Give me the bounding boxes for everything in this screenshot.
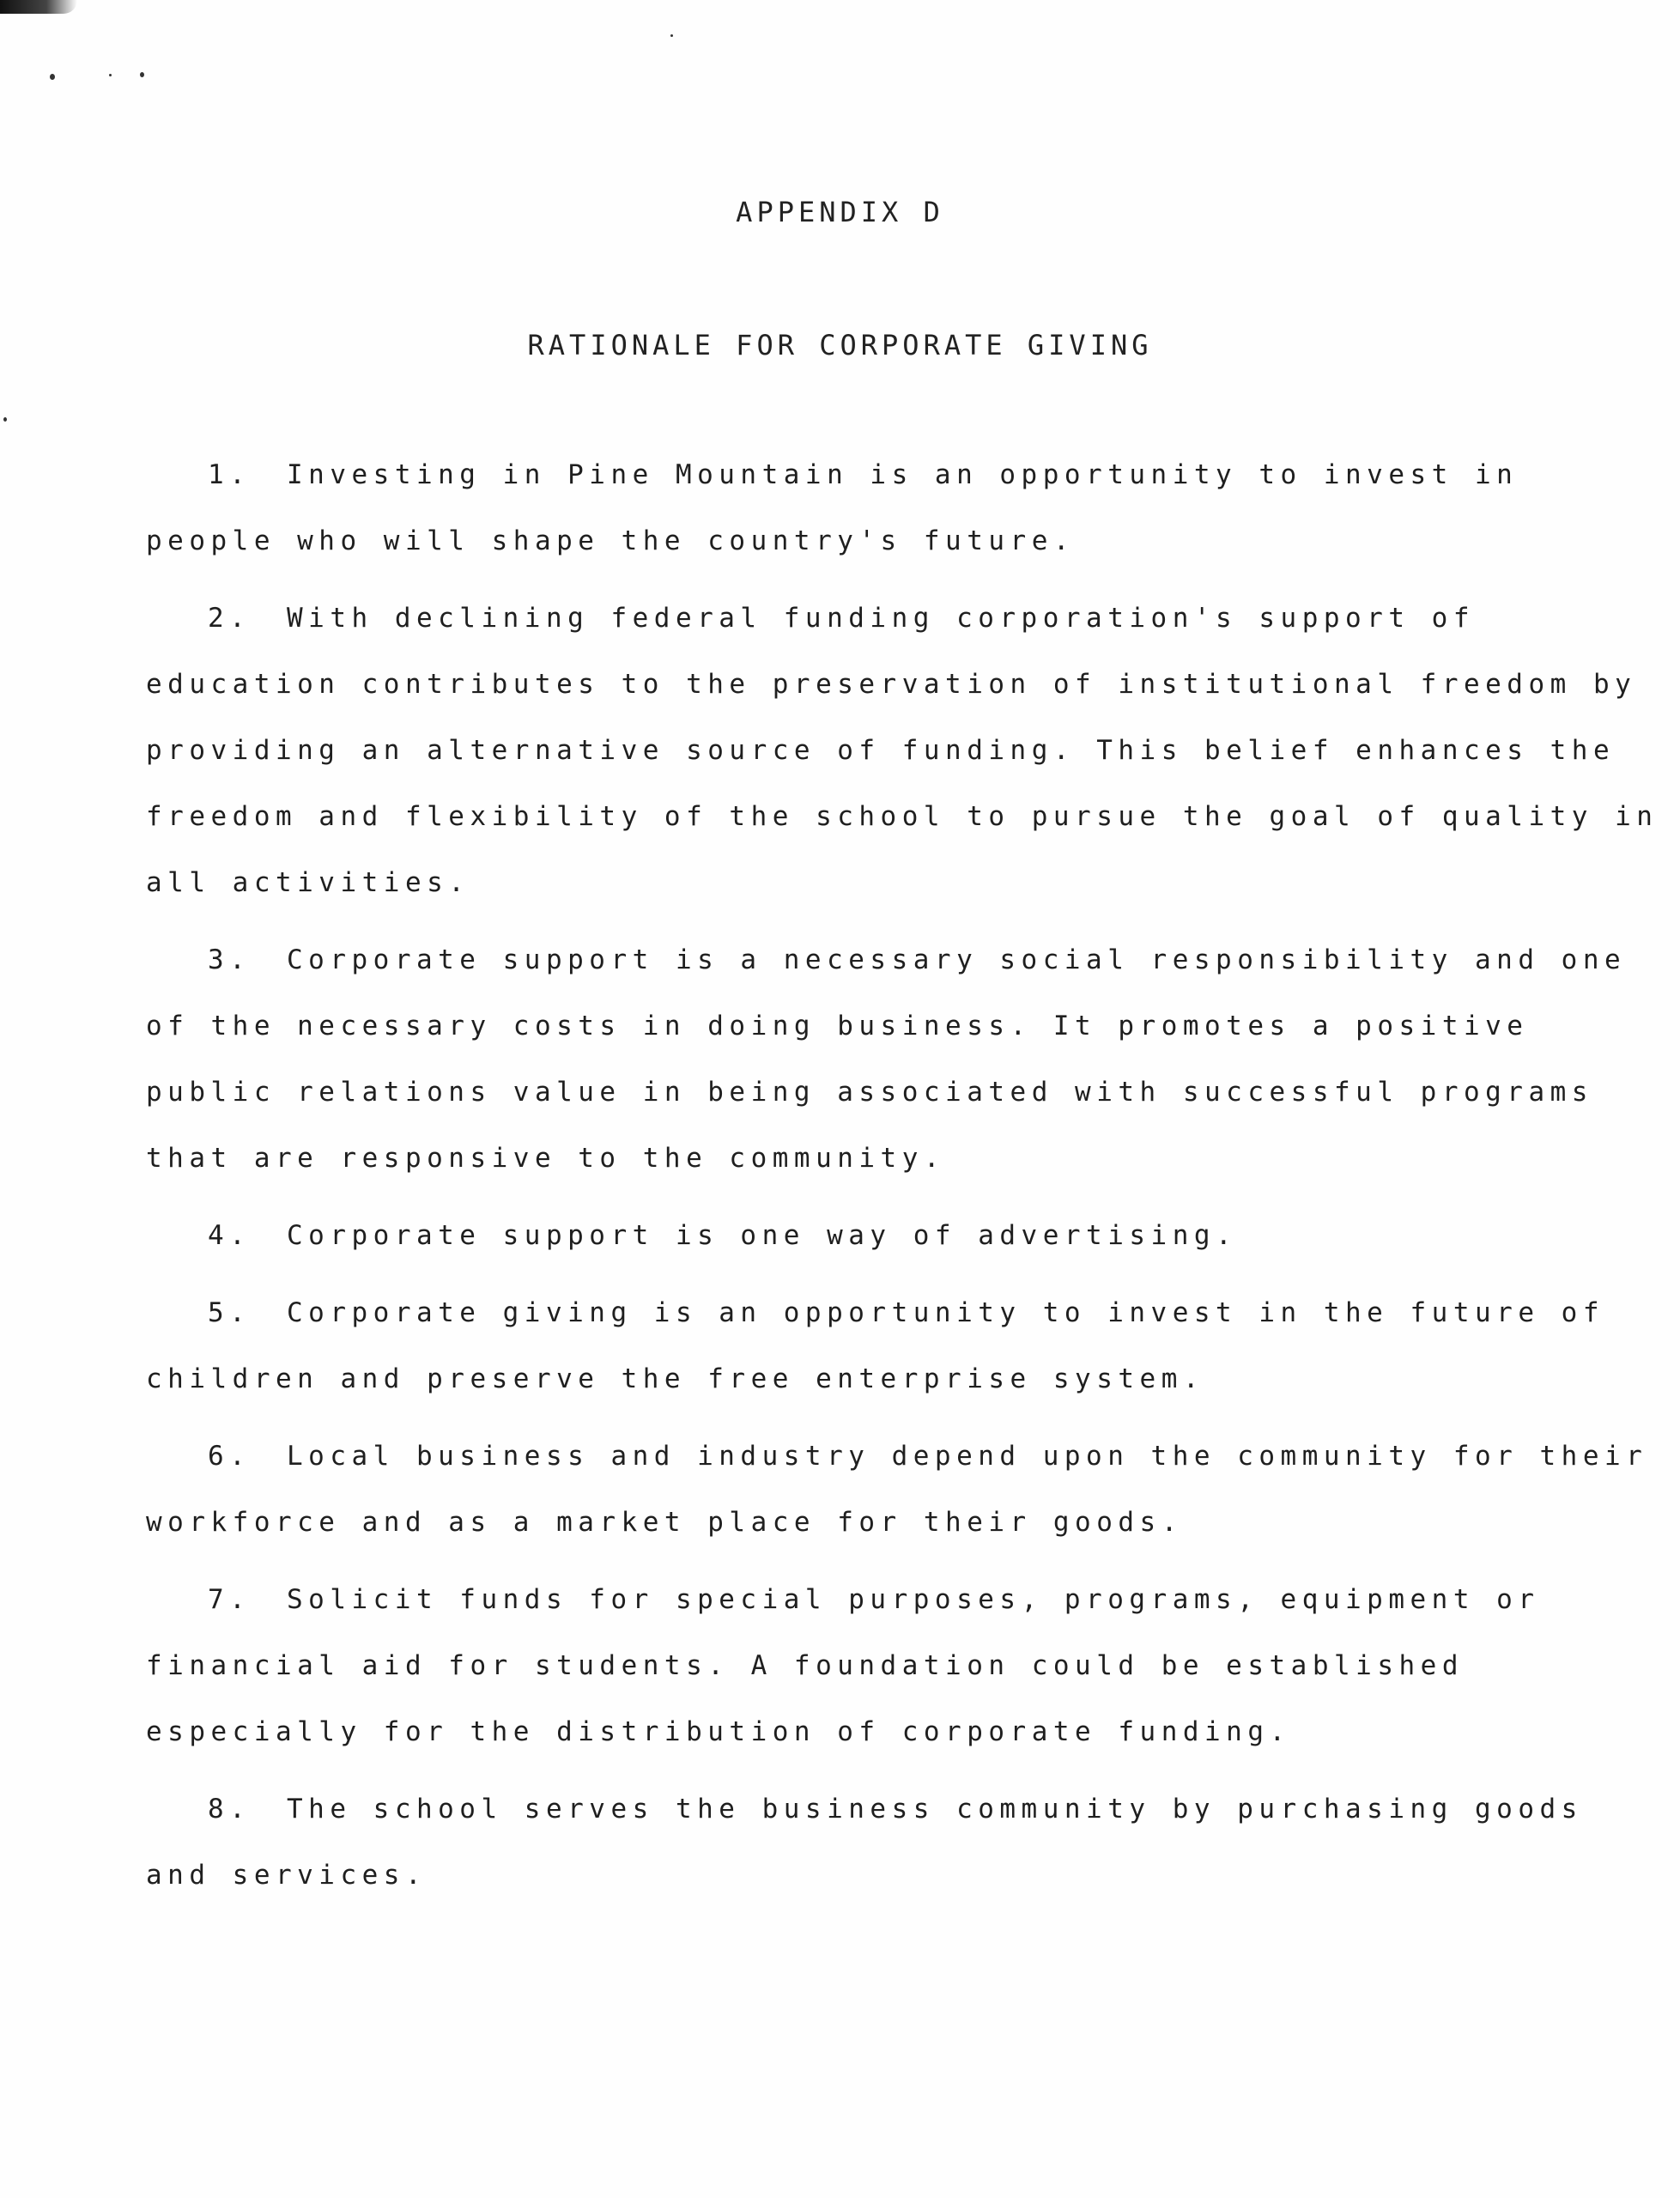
numbered-list: [146, 453, 1659, 1931]
item-number: 2.: [208, 603, 252, 634]
scan-speck: [3, 417, 7, 422]
list-item: [146, 1291, 1604, 1424]
item-line: that are responsive to the community.: [146, 1143, 946, 1174]
item-line: public relations value in being associated with successful programs: [146, 1077, 1593, 1108]
list-item: [146, 1788, 1583, 1920]
item-line: freedom and flexibility of the school to pursue the goal of quality in: [146, 801, 1659, 832]
list-item: [146, 1214, 1537, 1280]
scan-smudge: [0, 0, 77, 14]
item-line: Corporate giving is an opportunity to invest in the future of: [287, 1297, 1604, 1328]
item-line: and services.: [146, 1860, 428, 1891]
list-item: [146, 1578, 1540, 1776]
item-number: 4.: [208, 1220, 252, 1251]
item-line: The school serves the business community by purchasing goods: [287, 1794, 1583, 1825]
scan-speck: [670, 34, 673, 37]
appendix-title: APPENDIX D: [736, 196, 944, 228]
item-line: of the necessary costs in doing business. It promotes a positive: [146, 1011, 1529, 1041]
item-line: Investing in Pine Mountain is an opportunity to invest in: [287, 459, 1519, 490]
item-line: With declining federal funding corporation's support of: [287, 603, 1475, 634]
item-number: 8.: [208, 1794, 252, 1825]
item-line: children and preserve the free enterprise system.: [146, 1363, 1205, 1394]
item-number: 3.: [208, 944, 252, 975]
item-number: 7.: [208, 1584, 252, 1615]
scan-speck: [109, 74, 112, 76]
list-item: [146, 597, 1659, 927]
list-item: [146, 453, 1537, 586]
item-line: workforce and as a market place for their goods.: [146, 1507, 1183, 1538]
item-number: 1.: [208, 459, 252, 490]
item-number: 5.: [208, 1297, 252, 1328]
item-line: providing an alternative source of funding. This belief enhances the: [146, 735, 1616, 766]
item-line: Local business and industry depend upon the community for their: [287, 1441, 1648, 1472]
item-line: people who will shape the country's future.: [146, 525, 1076, 556]
item-number: 6.: [208, 1441, 252, 1472]
scan-speck: [140, 72, 144, 77]
list-item: [146, 938, 1627, 1203]
scan-speck: [50, 74, 55, 80]
item-line: financial aid for students. A foundation could be established: [146, 1650, 1464, 1681]
item-line: Corporate support is one way of advertising.: [287, 1220, 1238, 1251]
section-title: RATIONALE FOR CORPORATE GIVING: [527, 329, 1153, 361]
item-line: education contributes to the preservation of institutional freedom by: [146, 669, 1637, 700]
item-line: all activities.: [146, 867, 470, 898]
item-line: Solicit funds for special purposes, programs, equipment or: [287, 1584, 1540, 1615]
item-line: especially for the distribution of corporate funding.: [146, 1716, 1291, 1747]
list-item: [146, 1435, 1648, 1567]
item-line: Corporate support is a necessary social responsibility and one: [287, 944, 1627, 975]
